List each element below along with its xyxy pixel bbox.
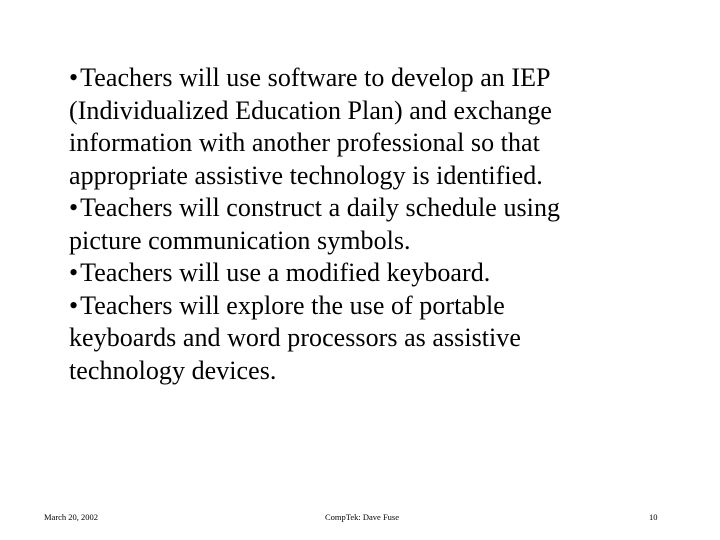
bullet-item	[69, 192, 689, 257]
bullet-text: Teachers will use software to develop an IEP (Individualized Education Plan) and exchange information with another professional so that appropriate assistive technology is identified.	[69, 63, 553, 190]
footer-presenter: CompTek: Dave Fuse	[325, 512, 400, 522]
bullet-icon: •	[69, 193, 79, 222]
slide-bullet-list	[69, 62, 689, 387]
bullet-icon: •	[69, 290, 79, 320]
bullet-icon: •	[69, 63, 79, 92]
bullet-item	[69, 62, 689, 192]
bullet-text: Teachers will explore the use of portable keyboards and word processors as assistive technology devices.	[69, 290, 521, 385]
bullet-text: Teachers will use a modified keyboard.	[80, 258, 491, 287]
footer-page-number: 10	[649, 512, 658, 522]
bullet-item	[69, 290, 689, 388]
bullet-item	[69, 257, 689, 290]
footer-date: March 20, 2002	[44, 512, 99, 522]
bullet-text: Teachers will construct a daily schedule using picture communication symbols.	[69, 193, 561, 255]
bullet-icon: •	[69, 258, 79, 287]
